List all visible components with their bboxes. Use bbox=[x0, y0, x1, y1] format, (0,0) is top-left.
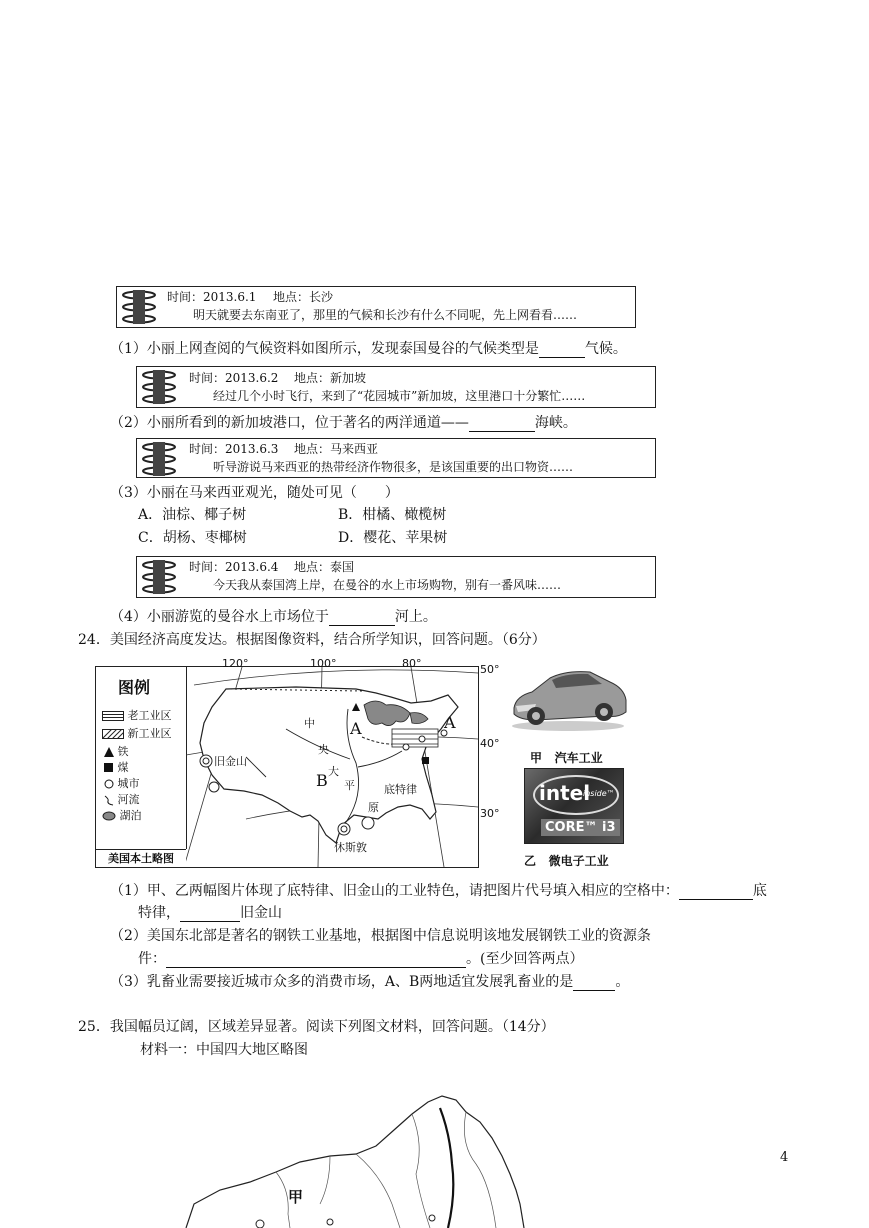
legend-river: 河流 bbox=[104, 791, 140, 807]
diary-text: 听导游说马来西亚的热带经济作物很多，是该国重要的出口物资…… bbox=[213, 460, 574, 474]
diary-card-4 bbox=[136, 556, 656, 598]
car-image bbox=[506, 660, 630, 732]
option-a[interactable]: A．油棕、椰子树 bbox=[138, 507, 247, 523]
diary-text: 明天就要去东南亚了，那里的气候和长沙有什么不同呢，先上网看看…… bbox=[193, 308, 578, 322]
label-A-east: A bbox=[444, 713, 456, 732]
intel-inside: inside™ bbox=[583, 789, 615, 798]
china-map bbox=[180, 1094, 540, 1228]
label-sf: 旧金山 bbox=[214, 755, 247, 768]
label-plain-3: 大 bbox=[328, 765, 339, 778]
diary-time: 时间：2013.6.3 bbox=[189, 442, 279, 456]
label-A-west: A bbox=[350, 719, 362, 738]
lat-40: 40° bbox=[480, 737, 500, 750]
question-24-1-line2: 特律， 旧金山 bbox=[138, 905, 282, 921]
river-line-icon bbox=[104, 794, 114, 806]
diary-place: 地点：长沙 bbox=[273, 290, 334, 304]
question-25-title: 25．我国幅员辽阔，区域差异显著。阅读下列图文材料，回答问题。（14分） bbox=[78, 1019, 555, 1035]
coal-square-icon bbox=[104, 763, 114, 773]
diary-place: 地点：泰国 bbox=[294, 560, 355, 574]
label-plain-5: 原 bbox=[368, 801, 379, 814]
lake-blob-icon bbox=[102, 811, 116, 821]
lon-100: 100° bbox=[310, 657, 337, 670]
legend-new-industry: 新工业区 bbox=[102, 725, 172, 741]
legend-title: 图例 bbox=[118, 678, 151, 697]
map-legend bbox=[96, 667, 187, 849]
notebook-rings-icon bbox=[119, 289, 159, 325]
legend-lake: 湖泊 bbox=[102, 807, 142, 823]
label-plain-4: 平 bbox=[344, 779, 355, 792]
new-industry-swatch-icon bbox=[102, 729, 124, 739]
legend-old-industry: 老工业区 bbox=[102, 707, 172, 723]
us-map bbox=[95, 657, 500, 868]
diary-text: 经过几个小时飞行，来到了“花园城市”新加坡，这里港口十分繁忙…… bbox=[213, 389, 586, 403]
diary-card-3 bbox=[136, 438, 656, 478]
notebook-rings-icon bbox=[139, 559, 179, 595]
diary-card-2 bbox=[136, 366, 656, 408]
question-3-stem: （3）小丽在马来西亚观光，随处可见（ ） bbox=[110, 485, 399, 501]
diary-place: 地点：新加坡 bbox=[294, 371, 367, 385]
city-circle-icon bbox=[104, 779, 114, 789]
notebook-rings-icon bbox=[139, 369, 179, 405]
diary-card-1 bbox=[116, 286, 636, 328]
option-d[interactable]: D．樱花、苹果树 bbox=[338, 530, 448, 546]
lon-80: 80° bbox=[402, 657, 422, 670]
answer-blank[interactable] bbox=[329, 611, 395, 626]
intel-core-logo bbox=[524, 768, 624, 844]
question-4: （4）小丽游览的曼谷水上市场位于 河上。 bbox=[110, 609, 437, 625]
label-houston: 休斯敦 bbox=[334, 841, 367, 854]
legend-coal: 煤 bbox=[104, 759, 129, 775]
material-1: 材料一：中国四大地区略图 bbox=[140, 1042, 308, 1058]
option-b[interactable]: B．柑橘、橄榄树 bbox=[338, 507, 447, 523]
label-plain-1: 中 bbox=[304, 717, 315, 730]
lat-30: 30° bbox=[480, 807, 500, 820]
pic-jia-caption: 甲 汽车工业 bbox=[530, 751, 603, 765]
old-industry-swatch-icon bbox=[102, 711, 124, 721]
answer-blank-resources[interactable] bbox=[166, 953, 466, 968]
iron-triangle-icon bbox=[104, 747, 114, 757]
diary-time: 时间：2013.6.1 bbox=[167, 290, 257, 304]
label-detroit: 底特律 bbox=[384, 783, 417, 796]
intel-brand: intel bbox=[539, 781, 591, 805]
intel-core: CORE™ i3 bbox=[541, 819, 620, 836]
question-24-2-line2: 件： 。(至少回答两点） bbox=[138, 951, 584, 967]
answer-blank[interactable] bbox=[539, 343, 585, 358]
option-c[interactable]: C．胡杨、枣椰树 bbox=[138, 530, 247, 546]
label-plain-2: 央 bbox=[318, 743, 329, 756]
diary-place: 地点：马来西亚 bbox=[294, 442, 379, 456]
answer-blank-sf[interactable] bbox=[180, 907, 240, 922]
question-24-3: （3）乳畜业需要接近城市众多的消费市场，A、B两地适宜发展乳畜业的是 。 bbox=[110, 974, 630, 990]
notebook-rings-icon bbox=[139, 441, 179, 477]
lon-120: 120° bbox=[222, 657, 249, 670]
answer-blank-dairy[interactable] bbox=[573, 976, 615, 991]
label-B: B bbox=[316, 771, 328, 790]
question-24-title: 24．美国经济高度发达。根据图像资料，结合所学知识，回答问题。（6分） bbox=[78, 632, 546, 648]
page-number: 4 bbox=[780, 1150, 789, 1165]
legend-city: 城市 bbox=[104, 775, 140, 791]
question-1: （1）小丽上网查阅的气候资料如图所示，发现泰国曼谷的气候类型是 气候。 bbox=[110, 341, 627, 357]
question-24-2-line1: （2）美国东北部是著名的钢铁工业基地，根据图中信息说明该地发展钢铁工业的资源条 bbox=[110, 928, 651, 944]
diary-time: 时间：2013.6.4 bbox=[189, 560, 279, 574]
answer-blank[interactable] bbox=[469, 417, 535, 432]
map-caption: 美国本土略图 bbox=[96, 849, 186, 867]
legend-iron: 铁 bbox=[104, 743, 129, 759]
lat-50: 50° bbox=[480, 663, 500, 676]
diary-text: 今天我从泰国湾上岸，在曼谷的水上市场购物，别有一番风味…… bbox=[213, 578, 562, 592]
diary-time: 时间：2013.6.2 bbox=[189, 371, 279, 385]
china-map-label-jia: 甲 bbox=[288, 1188, 304, 1206]
pic-yi-caption: 乙 微电子工业 bbox=[524, 854, 609, 868]
question-24-1-line1: （1）甲、乙两幅图片体现了底特律、旧金山的工业特色，请把图片代号填入相应的空格中： 底 bbox=[110, 883, 767, 899]
answer-blank-detroit[interactable] bbox=[679, 885, 753, 900]
question-2: （2）小丽所看到的新加坡港口，位于著名的两洋通道—— 海峡。 bbox=[110, 415, 577, 431]
